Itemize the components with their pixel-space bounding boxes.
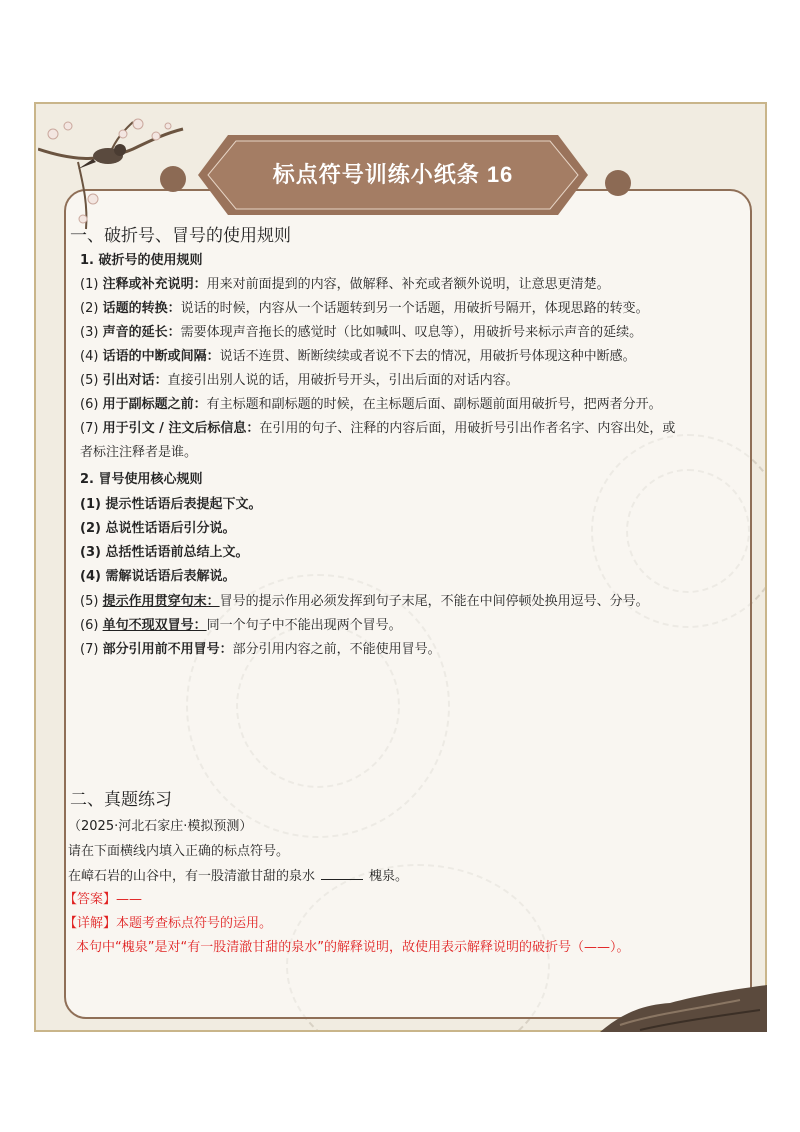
- detail-line: 【详解】本题考查标点符号的运用。: [64, 916, 273, 931]
- subsection-title: 2. 冒号使用核心规则: [80, 472, 203, 487]
- question-sentence: 在嶂石岩的山谷中，有一股清澈甘甜的泉水 槐泉。: [68, 869, 409, 884]
- answer-line: 【答案】——: [64, 892, 143, 907]
- list-item: (5) 引出对话：直接引出别人说的话，用破折号开头，引出后面的对话内容。: [80, 373, 519, 388]
- section-heading: 一、破折号、冒号的使用规则: [70, 226, 291, 246]
- list-item-continuation: 者标注注释者是谁。: [80, 445, 198, 460]
- page-title: 标点符号训练小纸条 16: [272, 162, 514, 187]
- question-source: （2025·河北石家庄·模拟预测）: [68, 819, 253, 834]
- list-item: (7) 用于引文 / 注文后标信息：在引用的句子、注释的内容后面，用破折号引出作者名字、内容出处，或: [80, 421, 676, 436]
- section-heading: 二、真题练习: [70, 790, 172, 810]
- list-item: (7) 部分引用前不用冒号：部分引用内容之前，不能使用冒号。: [80, 642, 441, 657]
- list-item: (2) 总说性话语后引分说。: [80, 521, 236, 536]
- list-item: (1) 注释或补充说明：用来对前面提到的内容，做解释、补充或者额外说明，让意思更清楚。: [80, 277, 610, 292]
- list-item: (3) 声音的延长：需要体现声音拖长的感觉时（比如喊叫、叹息等），用破折号来标示声音的延续。: [80, 325, 643, 340]
- question-prompt: 请在下面横线内填入正确的标点符号。: [68, 844, 290, 859]
- list-item: (4) 话语的中断或间隔：说话不连贯、断断续续或者说不下去的情况，用破折号体现这种中断感。: [80, 349, 636, 364]
- list-item: (2) 话题的转换：说话的时候，内容从一个话题转到另一个话题，用破折号隔开，体现思路的转变。: [80, 301, 649, 316]
- subsection-title: 1. 破折号的使用规则: [80, 253, 203, 268]
- list-item: (3) 总括性话语前总结上文。: [80, 545, 249, 560]
- banner-left-dot: [160, 166, 186, 192]
- list-item: (6) 用于副标题之前：有主标题和副标题的时候，在主标题后面、副标题前面用破折号，把两者分开。: [80, 397, 662, 412]
- list-item: (5) 提示作用贯穿句末：冒号的提示作用必须发挥到句子末尾，不能在中间停顿处换用逗号、分号。: [80, 594, 649, 609]
- rock-decoration-icon: [600, 985, 767, 1032]
- list-item: (1) 提示性话语后表提起下文。: [80, 497, 262, 512]
- banner-right-dot: [605, 170, 631, 196]
- list-item: (4) 需解说话语后表解说。: [80, 569, 236, 584]
- answer-blank[interactable]: [321, 867, 363, 880]
- explanation-line: 本句中“槐泉”是对“有一股清澈甘甜的泉水”的解释说明，故使用表示解释说明的破折号（——）。: [76, 940, 630, 955]
- list-item: (6) 单句不现双冒号：同一个句子中不能出现两个冒号。: [80, 618, 402, 633]
